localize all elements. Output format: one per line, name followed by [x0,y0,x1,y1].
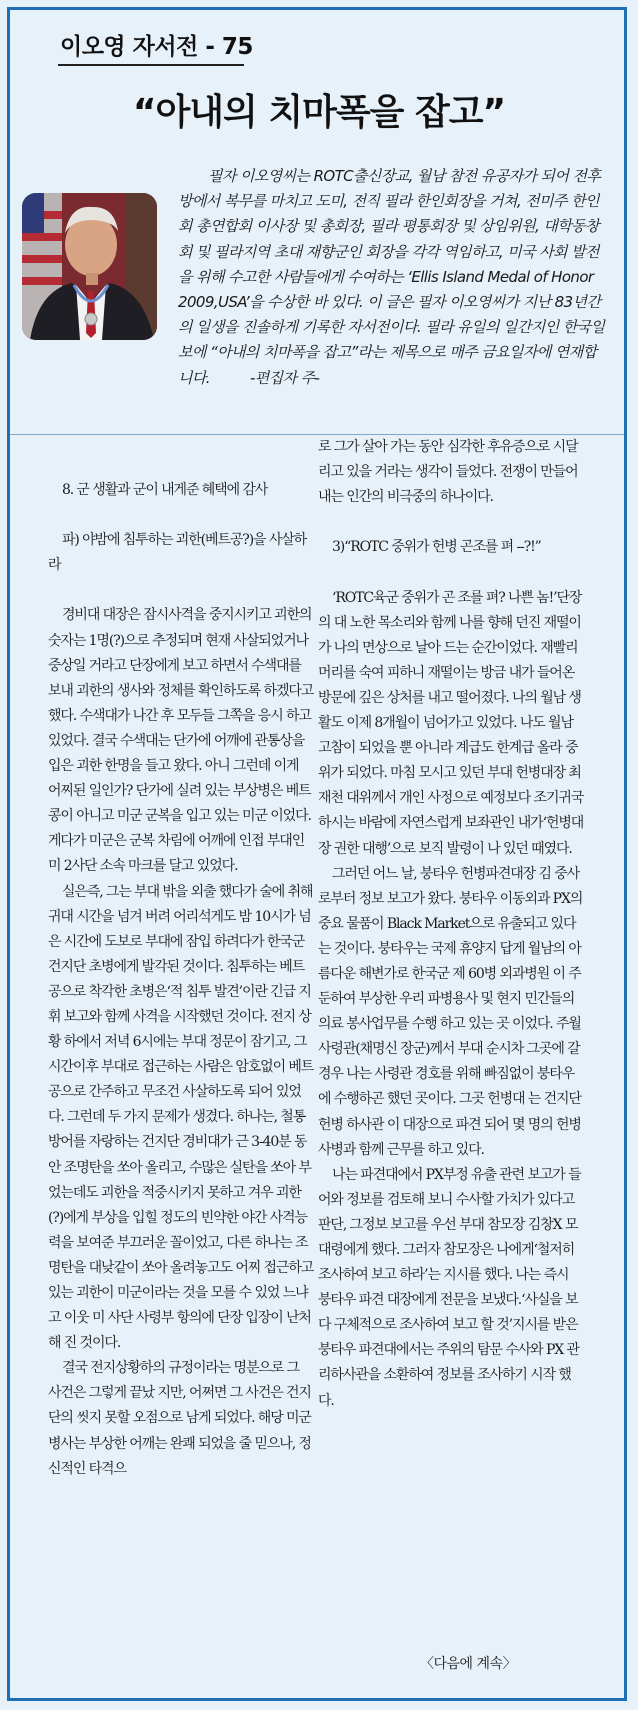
author-portrait-photo [22,193,157,340]
paragraph: 로 그가 살아 가는 동안 심각한 후유증으로 시달리고 있을 거라는 생각이 들었다. 전쟁이 만들어 내는 인간의 비극중의 하나이다. [318,439,578,506]
section-heading: 8. 군 생활과 군이 내게준 혜택에 감사 [62,482,268,498]
paragraph: 경비대 대장은 잠시사격을 중지시키고 괴한의 숫자는 1명(?)으로 추정되며 현재 사살되었거나 중상일 거라고 단장에게 보고 하면서 수색대를 보내 괴한의 생사와 정체를 확인하도록 하겠다고 했다. 수색대가 나간 후 모두들 그쪽을 응시 하고 있었다. 결국 수색대는 단가에 어깨에 관통상을 입은 괴한 한명을 들고 왔다. 아니 그런데 이게 어찌된 일인가? 단가에 실려 있는 부상병은 베트콩이 아니고 미군 군복을 입고 있는 미군 이었다. 게다가 미군은 군복 차림에 어깨에 인접 부대인 미 2사단 소속 마크를 달고 있었다. [48,607,314,875]
series-underline [58,64,244,66]
intro-text [178,164,606,391]
series-title: 이오영 자서전 - 75 [60,34,253,60]
right-column [318,435,584,1414]
editor-note: -편집자 주- [249,368,320,387]
left-column [48,478,314,1482]
intro-box [178,164,606,391]
subsection-heading: 파) 야밤에 침투하는 괴한(베트공?)을 사살하라 [48,532,307,574]
continued-note: 〈다음에 계속〉 [420,1656,517,1672]
paragraph: 나는 파견대에서 PX부정 유출 관련 보고가 들어와 정보를 검토해 보니 수사할 가치가 있다고 판단, 그정보 보고를 우선 부대 참모장 김창X 모 대령에게 했다. 그러자 참모장은 나에게‘철저히 조사하여 보고 하라’는 지시를 했다. 나는 즉시 붕타우 파견 대장에게 전문을 보냈다.‘사실을 보다 구체적으로 조사하여 보고 할 것’지시를 받은 붕타우 파견대에서는 주위의 탐문 수사와 PX 관리하사관을 소환하여 정보를 조사하기 시작 했다. [318,1166,581,1409]
subsection-heading: 3)“ROTC 중위가 헌병 곤조를 펴 --?!” [332,539,541,556]
paragraph: 실은즉, 그는 부대 밖을 외출 했다가 술에 취해 귀대 시간을 넘겨 버려 어리석게도 밤 10시가 넘은 시간에 도보로 부대에 잠입 하려다가 한국군 건지단 초병에게 발각된 것이다. 침투하는 베트공으로 착각한 초병은‘적 침투 발견’이란 긴급 지휘 보고와 함께 사격을 시작했던 것이다. 전지 상황 하에서 저녁 6시에는 부대 정문이 잠기고, 그 시간이후 부대로 접근하는 사람은 암호없이 베트공으로 간주하고 무조건 사살하도록 되어 있었다. 그런데 두 가지 문제가 생겼다. 하나는, 철통 방어를 자랑하는 건지단 경비대가 근 3-40분 동안 조명탄을 쏘아 올리고, 수많은 실탄을 쏘아 부었는데도 괴한을 적중시키지 못하고 겨우 괴한(?)에게 부상을 입힐 정도의 빈약한 야간 사격능력을 보여준 부끄러운 꼴이었고, 다른 하나는 조명탄을 대낮같이 쏘아 올려놓고도 어찌 접근하고 있는 괴한이 미군이라는 것을 모를 수 있었 느냐고 이웃 미 사단 사령부 항의에 단장 입장이 난처해 진 것이다. [48,883,314,1352]
paragraph: ‘ROTC육군 중위가 곤 조를 펴? 나쁜 놈!’단장의 대 노한 목소리와 함께 나를 향해 던진 재떨이가 나의 면상으로 날아 드는 순간이었다. 재빨리 머리를 숙여 피하니 재떨이는 방금 내가 들어온 방문에 깊은 상처를 내고 떨어졌다. 나의 월남 생활도 이제 8개월이 넘어가고 있었다. 나도 월남 고참이 되었을 뿐 아니라 계급도 한계급 올라 중위가 되었다. 마침 모시고 있던 부대 헌병대장 최재천 대위께서 개인 사정으로 예정보다 조기귀국 하시는 바람에 자연스럽게 보좌관인 내가‘헌병대장 권한 대행’으로 보직 발령이 나 있던 때였다. [318,589,584,857]
paragraph: 결국 전지상황하의 규정이라는 명분으로 그 사건은 그렇게 끝났 지만, 어쩌면 그 사건은 건지단의 씻지 못할 오점으로 남게 되었다. 해당 미군 병사는 부상한 어깨는 완쾌 되었을 줄 믿으나, 정신적인 타격으 [48,1360,311,1477]
intro-body: 필자 이오영씨는 ROTC출신장교, 월남 참전 유공자가 되어 전후방에서 복무를 마치고 도미, 전직 필라 한인회장을 거쳐, 전미주 한인회 총연합회 이사장 및 총회장, 필라 평통회장 및 상임위원, 대학동창회 및 필라지역 초대 재향군인 회장을 각각 역임하고, 미국 사회 발전을 위해 수고한 사람들에게 수여하는 ‘Ellis Island Medal of Honor 2009,USA’을 수상한 바 있다. 이 글은 필자 이오영씨가 지난 83년간의 일생을 진솔하게 기록한 자서전이다. 필라 유일의 일간지인 한국일보에 “아내의 치마폭을 잡고”라는 제목으로 매주 금요일자에 연재합니다. [178,167,605,387]
portrait-illustration [22,193,157,340]
paragraph: 그러던 어느 날, 붕타우 헌병파견대장 김 중사 로부터 정보 보고가 왔다. 붕타우 이동외과 PX의 중요 물품이 Black Market으로 유출되고 있다는 것이다. 붕타우는 국제 휴양지 답게 월남의 아름다운 해변가로 한국군 제 60병 외과병원 이 주둔하여 부상한 우리 파병용사 및 현지 민간들의 의료 봉사업무를 수행 하고 있는 곳 이었다. 주월 사령관(채명신 장군)께서 부대 순시차 그곳에 갈 경우 나는 사령관 경호를 위해 빠짐없이 붕타우에 수행하곤 했던 곳이다. 그곳 헌병대 는 건지단 헌병 하사관 이 대장으로 파견 되어 몇 명의 헌병 사병과 함께 근무를 하고 있다. [318,865,583,1158]
headline: “아내의 치마폭을 잡고” [132,92,506,133]
